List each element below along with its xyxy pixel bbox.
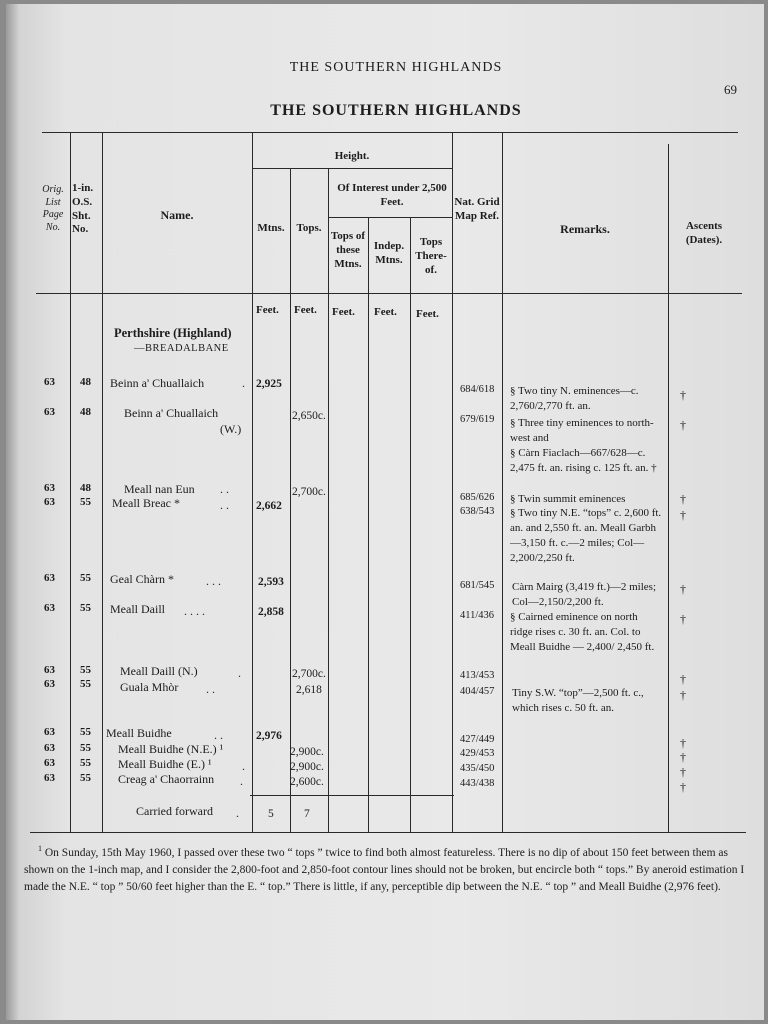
ascent-dagger: † <box>680 780 686 794</box>
row-remarks: § Two tiny N.E. “tops” c. 2,600 ft. an. and 2,550 ft. an. Meall Garbh—3,150 ft. c.—2 miles; Col—2,200/2,250 ft. <box>510 507 662 564</box>
header-ascents: Ascents (Dates). <box>685 220 723 246</box>
row-grid-ref: 427/449 <box>460 734 495 745</box>
row-name: Meall Buidhe (N.E.) ¹ <box>118 742 224 756</box>
row-grid-ref: 684/618 <box>460 384 495 395</box>
carried-forward-label: Carried forward <box>136 804 213 818</box>
header-tops-of-mtns: Tops of these Mtns. <box>330 230 366 270</box>
row-tops-height: 2,650c. <box>292 410 326 422</box>
row-remarks: § Cairned eminence on north ridge rises c. 30 ft. an. Col. to Meall Buidhe — 2,400/ 2,450 ft. <box>510 611 655 653</box>
row-tops-height: 2,900c. <box>290 746 324 758</box>
row-remarks: § Three tiny eminences to north-west and <box>510 417 654 444</box>
row-orig: 63 <box>44 726 55 738</box>
header-interest: Of Interest under 2,500 Feet. <box>337 182 447 208</box>
col-rule <box>70 132 71 832</box>
row-os: 55 <box>80 602 91 614</box>
row-orig: 63 <box>44 602 55 614</box>
row-os: 55 <box>80 757 91 769</box>
table-top-rule <box>42 132 738 133</box>
page-number: 69 <box>724 82 737 97</box>
row-grid-ref: 685/626 <box>460 492 495 503</box>
row-grid-ref: 443/438 <box>460 778 495 789</box>
row-tops-height: 2,900c. <box>290 761 324 773</box>
row-os: 48 <box>80 376 91 388</box>
unit-feet-tops: Feet. <box>294 304 317 316</box>
header-tops: Tops. <box>296 222 322 234</box>
row-name: Meall Breac * <box>112 496 180 510</box>
row-orig: 63 <box>44 482 55 494</box>
row-grid-ref: 435/450 <box>460 763 495 774</box>
col-rule <box>328 168 329 832</box>
row-os: 48 <box>80 406 91 418</box>
row-dots: . . <box>220 498 229 512</box>
row-os: 55 <box>80 742 91 754</box>
col-rule <box>368 217 369 832</box>
row-mtns-height: 2,858 <box>258 606 284 618</box>
row-mtns-height: 2,662 <box>256 500 282 512</box>
col-rule <box>252 132 253 832</box>
header-tops-thereof: Tops There- of. <box>415 236 447 276</box>
row-orig: 63 <box>44 757 55 769</box>
unit-feet-indep: Feet. <box>374 306 397 318</box>
row-orig: 63 <box>44 496 55 508</box>
row-grid-ref: 638/543 <box>460 506 495 517</box>
row-os: 55 <box>80 496 91 508</box>
row-name: Meall Buidhe (E.) ¹ <box>118 757 212 771</box>
ascent-dagger: † <box>680 736 686 750</box>
row-mtns-height: 2,593 <box>258 576 284 588</box>
row-grid-ref: 411/436 <box>460 610 495 621</box>
row-name: Geal Chàrn * <box>110 572 174 586</box>
running-head: THE SOUTHERN HIGHLANDS <box>289 60 503 75</box>
row-dots: . <box>242 759 245 773</box>
footnote-text: On Sunday, 15th May 1960, I passed over these two “ tops ” twice to find both almost featureless. There is no dip of about 150 feet between them as shown on the 1-inch map, and I consider the 2,800-foot and 2,850-foot contour lines should not be broken, but encircle both “ tops.” By aneroid estimation I made the N.E. “ top ” 50/60 feet higher than the E. “ top.” There is little, if any, perceptible dip between the N.E. “ top ” and Meall Buidhe (2,976 feet). <box>24 846 745 893</box>
row-os: 55 <box>80 678 91 690</box>
col-rule <box>102 132 103 832</box>
ascent-dagger: † <box>680 672 686 686</box>
unit-feet-mtns: Feet. <box>256 304 279 316</box>
header-name: Name. <box>160 208 194 222</box>
ascent-dagger: † <box>680 688 686 702</box>
row-mtns-height: 2,925 <box>256 378 282 390</box>
unit-feet-tops-thereof: Feet. <box>416 308 439 320</box>
row-name: Guala Mhòr <box>120 680 179 694</box>
header-os-sheet: 1-in. O.S. Sht. No. <box>72 182 94 236</box>
row-os: 55 <box>80 726 91 738</box>
row-remarks: § Càrn Fiaclach—667/628—c. 2,475 ft. an. rising c. 125 ft. an. † <box>510 447 657 474</box>
row-orig: 63 <box>44 376 55 388</box>
row-name: Meall Daill (N.) <box>120 664 198 678</box>
row-dots: . <box>238 666 241 680</box>
interest-sub-rule <box>328 217 452 218</box>
carried-forward-tops: 7 <box>304 808 310 820</box>
row-dots: . <box>240 774 243 788</box>
row-tops-height: 2,618 <box>296 684 322 696</box>
row-orig: 63 <box>44 406 55 418</box>
row-grid-ref: 404/457 <box>460 686 495 697</box>
row-grid-ref: 679/619 <box>460 414 495 425</box>
row-remarks: Tiny S.W. “top”—2,500 ft. c., which rises c. 50 ft. an. <box>512 687 644 714</box>
row-name: Beinn a' Chuallaich <box>110 376 205 390</box>
ascent-dagger: † <box>680 388 686 402</box>
row-tops-height: 2,600c. <box>290 776 324 788</box>
row-orig: 63 <box>44 742 55 754</box>
header-indep-mtns: Indep. Mtns. <box>373 240 405 266</box>
row-tops-height: 2,700c. <box>292 486 326 498</box>
row-dots: . . <box>220 482 229 496</box>
ascent-dagger: † <box>680 750 686 764</box>
row-grid-ref: 413/453 <box>460 670 495 681</box>
footnote <box>24 840 752 896</box>
unit-feet-tops-of: Feet. <box>332 306 355 318</box>
row-os: 48 <box>80 482 91 494</box>
carried-forward-dots: . <box>236 806 239 820</box>
ascent-dagger: † <box>680 765 686 779</box>
page-title: THE SOUTHERN HIGHLANDS <box>270 102 522 119</box>
row-name-suffix: (W.) <box>220 422 242 436</box>
book-spine-shadow <box>6 4 20 1020</box>
header-height: Height. <box>334 150 370 162</box>
row-remarks: Càrn Mairg (3,419 ft.)—2 miles; Col—2,150/2,200 ft. <box>512 581 656 608</box>
row-os: 55 <box>80 664 91 676</box>
region-sub: —BREADALBANE <box>134 343 229 354</box>
book-page <box>6 4 764 1020</box>
col-rule <box>410 217 411 832</box>
ascent-dagger: † <box>680 612 686 626</box>
header-remarks: Remarks. <box>560 222 610 236</box>
row-dots: . . . <box>206 574 221 588</box>
footnote-mark: 1 <box>38 844 42 853</box>
row-grid-ref: 681/545 <box>460 580 495 591</box>
table-bottom-rule <box>30 832 746 833</box>
carried-forward-mtns: 5 <box>268 808 274 820</box>
row-dots: . . <box>206 682 215 696</box>
row-dots: . . . . <box>184 604 205 618</box>
carried-top-rule <box>250 795 454 796</box>
ascent-dagger: † <box>680 508 686 522</box>
row-os: 55 <box>80 772 91 784</box>
header-mtns: Mtns. <box>257 222 285 234</box>
col-rule <box>290 168 291 832</box>
header-orig-list: Orig. List Page No. <box>42 184 64 233</box>
height-sub-rule <box>252 168 452 169</box>
col-rule <box>502 132 503 832</box>
ascent-dagger: † <box>680 582 686 596</box>
row-tops-height: 2,700c. <box>292 668 326 680</box>
row-mtns-height: 2,976 <box>256 730 282 742</box>
row-os: 55 <box>80 572 91 584</box>
ascent-dagger: † <box>680 492 686 506</box>
row-name: Creag a' Chaorrainn <box>118 772 215 786</box>
header-bottom-rule <box>36 293 742 294</box>
row-orig: 63 <box>44 772 55 784</box>
region-heading <box>114 326 231 354</box>
row-grid-ref: 429/453 <box>460 748 495 759</box>
row-name: Meall Buidhe <box>106 726 172 740</box>
ascent-dagger: † <box>680 418 686 432</box>
row-name: Meall nan Eun <box>124 482 195 496</box>
row-orig: 63 <box>44 572 55 584</box>
row-dots: . <box>242 376 245 390</box>
row-orig: 63 <box>44 678 55 690</box>
header-grid-ref: Nat. Grid Map Ref. <box>454 196 500 222</box>
row-remarks: § Two tiny N. eminences—c. 2,760/2,770 ft. an. <box>510 385 639 412</box>
row-orig: 63 <box>44 664 55 676</box>
row-dots: . . <box>214 728 223 742</box>
row-name: Meall Daill <box>110 602 165 616</box>
row-name: Beinn a' Chuallaich <box>124 406 219 420</box>
region-name: Perthshire (Highland) <box>114 326 232 340</box>
col-rule <box>668 144 669 832</box>
col-rule <box>452 132 453 832</box>
row-remarks: § Twin summit eminences <box>510 493 626 505</box>
